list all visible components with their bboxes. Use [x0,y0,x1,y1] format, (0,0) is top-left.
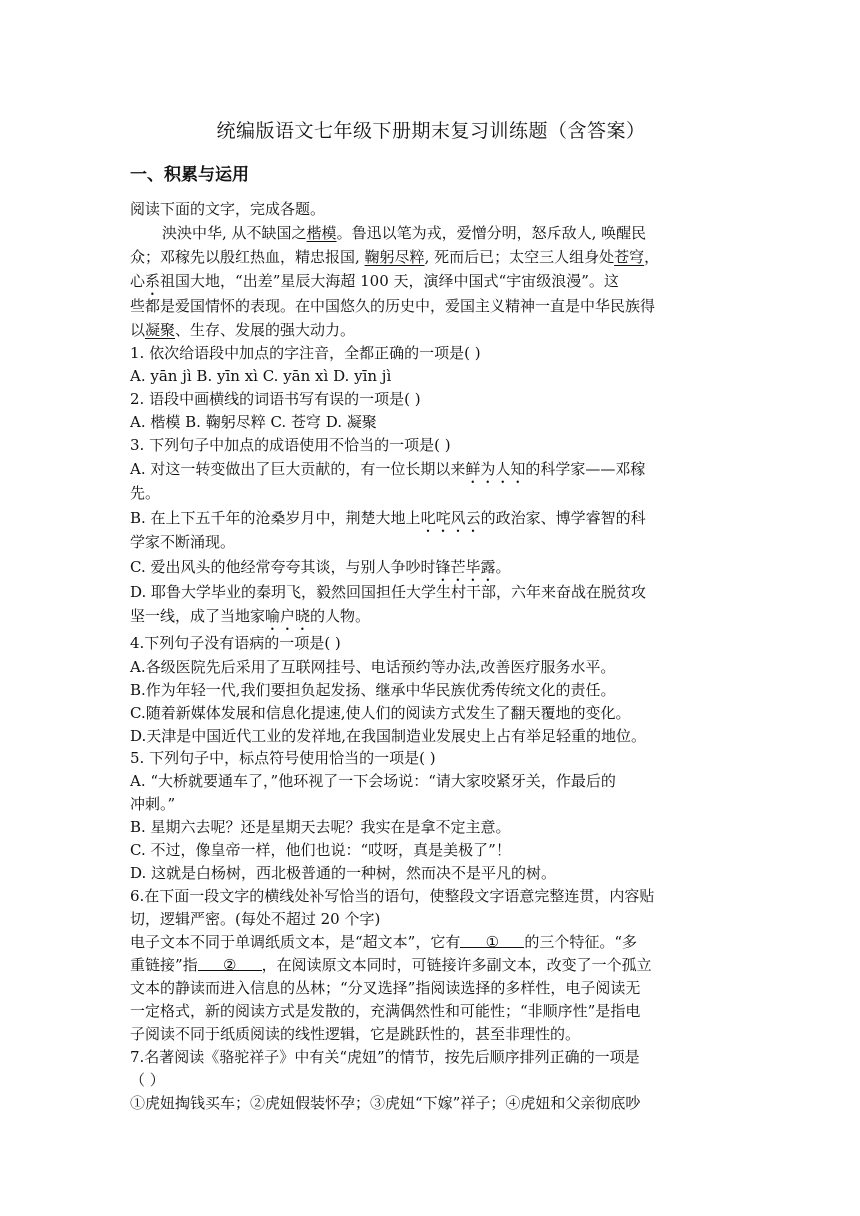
question-7-items: ①虎妞掏钱买车；②虎妞假装怀孕；③虎妞“下嫁”祥子；④虎妞和父亲彻底吵 [130,1094,641,1112]
question-3-option-a: A. 对这一转变做出了巨大贡献的，有一位长期以来鲜为人知的科学家——邓稼 [130,460,646,478]
question-4-option-a: A.各级医院先后采用了互联网挂号、电话预约等办法,改善医疗服务水平。 [130,658,616,676]
passage-line: 以凝聚、生存、发展的强大动力。 [130,321,356,339]
underlined-word: 苍穹 [614,248,645,266]
passage-line: 些都是爱国情怀的表现。在中国悠久的历史中，爱国主义精神一直是中华民族得 [130,297,656,315]
question-7-stem: 7.名著阅读《骆驼祥子》中有关“虎妞”的情节，按先后顺序排列正确的一项是 [130,1048,640,1066]
question-5-option-a: A. “大桥就要通车了，”他环视了一下会场说：“请大家咬紧牙关，作最后的 [130,772,616,790]
dotted-idiom: 鲜为人知 [465,460,526,478]
question-4-stem: 4.下列句子没有语病的一项是( ) [130,634,341,652]
underlined-word: 鞠躬尽粹 [364,248,425,266]
section-heading: 一、积累与运用 [130,165,249,185]
question-6-text: 重链接”指 ② ，在阅读原文本同时，可链接许多副文本，改变了一个孤立 [130,956,652,974]
question-3-option-a-cont: 先。 [130,484,161,502]
dotted-idiom: 叱咤风云 [420,509,481,527]
page-title: 统编版语文七年级下册期末复习训练题（含答案） [216,120,646,142]
question-6-text: 一定格式，新的阅读方式是发散的，充满偶然性和可能性；“非顺序性”是指电 [130,1002,641,1020]
question-2-options: A. 楷模 B. 鞠躬尽粹 C. 苍穹 D. 凝聚 [130,413,377,431]
question-3-stem: 3. 下列句子中加点的成语使用不恰当的一项是( ) [130,436,451,454]
answer-blank-2[interactable]: ② [198,954,262,971]
question-5-option-b: B. 星期六去呢？还是星期天去呢？我实在是拿不定主意。 [130,818,511,836]
question-3-option-c: C. 爱出风头的他经常夸夸其谈，与别人争吵时锋芒毕露。 [130,558,511,576]
question-6-stem: 6.在下面一段文字的横线处补写恰当的语句，使整段文字语意完整连贯，内容贴 [130,887,655,905]
question-6-text: 电子文本不同于单调纸质文本，是“超文本”，它有 ① 的三个特征。“多 [130,933,638,951]
question-4-option-c: C.随着新媒体发展和信息化提速,使人们的阅读方式发生了翻天覆地的变化。 [130,704,631,722]
question-3-option-b: B. 在上下五千年的沧桑岁月中，荆楚大地上叱咤风云的政治家、博学睿智的科 [130,509,646,527]
question-1-stem: 1. 依次给语段中加点的字注音，全都正确的一项是( ) [130,344,481,362]
question-4-option-d: D.天津是中国近代工业的发祥地,在我国制造业发展史上占有举足轻重的地位。 [130,727,647,745]
question-2-stem: 2. 语段中画横线的词语书写有误的一项是( ) [130,390,421,408]
question-3-option-b-cont: 学家不断涌现。 [130,533,236,551]
question-6-text: 文本的静读而进入信息的丛林；“分叉选择”指阅读选择的多样性，电子阅读无 [130,979,641,997]
question-3-option-d-cont: 坚一线，成了当地家喻户晓的人物。 [130,607,371,625]
question-7-paren: （ ） [130,1071,165,1089]
question-6-text: 子阅读不同于纸质阅读的线性逻辑，它是跳跃性的，甚至非理性的。 [130,1025,581,1043]
question-1-options: A. yān jì B. yīn xì C. yān xì D. yīn jì [130,367,392,385]
question-4-option-b: B.作为年轻一代,我们要担负起发扬、继承中华民族优秀传统文化的责任。 [130,681,616,699]
answer-blank-1[interactable]: ① [460,931,524,948]
passage-line: 心系祖国大地，“出差”星辰大海超 100 天，演绎中国式“宇宙级浪漫”。这 [130,272,619,290]
dotted-char: 系 [145,272,161,290]
underlined-word: 凝聚 [145,321,176,339]
passage-line: 泱泱中华, 从不缺国之楷模。鲁迅以笔为戎，爱憎分明，怒斥敌人, 唤醒民 [162,224,647,242]
dotted-idiom: 锋芒毕露 [435,558,496,576]
dotted-idiom: 喻户晓 [265,607,311,625]
underlined-word: 楷模 [306,224,337,242]
question-5-option-a-cont: 冲刺。” [130,795,176,813]
question-5-option-d: D. 这就是白杨树，西北极普通的一种树，然而决不是平凡的树。 [130,864,557,882]
question-3-option-d: D. 耶鲁大学毕业的秦玥飞，毅然回国担任大学生村干部，六年来奋战在脱贫攻 [130,583,647,601]
question-5-option-c: C. 不过，像皇帝一样，他们也说：“哎呀，真是美极了”！ [130,841,511,859]
instruction: 阅读下面的文字，完成各题。 [130,200,326,218]
question-6-stem-cont: 切，逻辑严密。(每处不超过 20 个字) [130,910,381,928]
passage-line: 众；邓稼先以殷红热血，精忠报国, 鞠躬尽粹, 死而后已；太空三人组身处苍穹， [130,248,660,266]
question-5-stem: 5. 下列句子中，标点符号使用恰当的一项是( ) [130,749,436,767]
